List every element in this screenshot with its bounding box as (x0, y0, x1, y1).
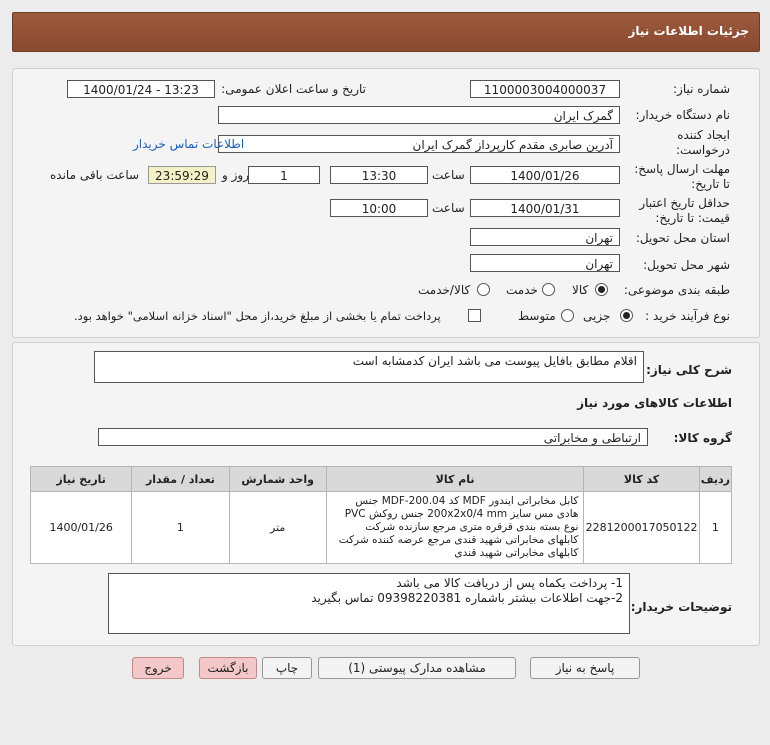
goods-group-field: ارتباطی و مخابراتی (98, 428, 648, 446)
city-field: تهران (470, 254, 620, 272)
announce-label: تاریخ و ساعت اعلان عمومی: (221, 82, 366, 96)
treasury-payment-checkbox[interactable] (468, 309, 481, 322)
col-row: ردیف (699, 467, 731, 492)
buyer-notes-line-2: 2-جهت اطلاعات بیشتر باشماره 09398220381 تماس بگیرید (311, 591, 623, 605)
category-goods-service-radio[interactable] (477, 283, 490, 296)
days-field: 1 (248, 166, 320, 184)
announce-field: 1400/01/24 - 13:23 (67, 80, 215, 98)
col-code: کد کالا (584, 467, 699, 492)
cell-name: کابل مخابراتی ایندور MDF کد MDF-200.04 جنس هادی مس سایز 200x2x0/4 mm جنس روکش PVC نوع بسته بندی قرقره متری مرجع سازنده شرکت کابلهای مخابراتی شهید قندی مرجع عرضه کننده شرکت کابلهای مخابراتی شهید قندی (326, 492, 584, 564)
category-goods-radio[interactable] (595, 283, 608, 296)
items-table (30, 466, 732, 564)
col-name: نام کالا (326, 467, 584, 492)
province-label: استان محل تحویل: (635, 231, 730, 245)
cell-quantity: 1 (132, 492, 229, 564)
description-label: شرح کلی نیاز: (646, 363, 732, 377)
city-label: شهر محل تحویل: (643, 258, 730, 272)
price-date-field: 1400/01/31 (470, 199, 620, 217)
need-number-label: شماره نیاز: (673, 82, 730, 96)
process-minor-radio[interactable] (620, 309, 633, 322)
buyer-org-label: نام دستگاه خریدار: (635, 108, 730, 122)
goods-info-title: اطلاعات کالاهای مورد نیاز (577, 396, 732, 410)
buyer-org-field: گمرک ایران (218, 106, 620, 124)
view-attachments-button[interactable]: مشاهده مدارک پیوستی (1) (318, 657, 516, 679)
items-table-header (31, 467, 732, 492)
process-medium-radio[interactable] (561, 309, 574, 322)
price-time-field: 10:00 (330, 199, 428, 217)
col-unit: واحد شمارش (229, 467, 326, 492)
reply-time-field: 13:30 (330, 166, 428, 184)
remaining-timer: 23:59:29 (148, 166, 216, 184)
contact-buyer-link[interactable]: اطلاعات تماس خریدار (133, 137, 245, 151)
need-number-field: 1100003004000037 (470, 80, 620, 98)
description-field: اقلام مطابق بافایل پیوست می باشد ایران کدمشابه است (94, 351, 644, 383)
days-label: روز و (222, 168, 249, 182)
category-goods-service-label: کالا/خدمت (418, 283, 471, 297)
process-medium-label: متوسط (518, 309, 556, 323)
goods-group-label: گروه کالا: (673, 431, 732, 445)
reply-button[interactable]: پاسخ به نیاز (530, 657, 640, 679)
treasury-payment-note: پرداخت تمام یا بخشی از مبلغ خرید،از محل "اسناد خزانه اسلامی" خواهد بود. (74, 309, 441, 323)
cell-row: 1 (699, 492, 731, 564)
category-service-radio[interactable] (542, 283, 555, 296)
cell-code: 2281200017050122 (584, 492, 699, 564)
remaining-label: ساعت باقی مانده (50, 168, 140, 182)
category-label: طبقه بندی موضوعی: (623, 283, 730, 297)
col-need-date: تاریخ نیاز (31, 467, 132, 492)
category-goods-label: کالا (572, 283, 589, 297)
buyer-notes-line-1: 1- پرداخت یکماه پس از دریافت کالا می باشد (396, 576, 623, 590)
buyer-notes-label: توضیحات خریدار: (630, 600, 732, 614)
creator-label: ایجاد کننده درخواست: (676, 128, 730, 157)
back-button[interactable]: بازگشت (199, 657, 257, 679)
page-header (12, 12, 760, 52)
exit-button[interactable]: خروج (132, 657, 184, 679)
buyer-notes-box (108, 573, 630, 634)
reply-deadline-label: مهلت ارسال پاسخ: تا تاریخ: (634, 162, 730, 191)
reply-time-label: ساعت (432, 168, 465, 182)
category-service-label: خدمت (506, 283, 538, 297)
price-valid-label: حداقل تاریخ اعتبار قیمت: تا تاریخ: (639, 196, 730, 225)
creator-field: آدرین صابری مقدم کارپرداز گمرک ایران (218, 135, 620, 153)
cell-unit: متر (229, 492, 326, 564)
process-minor-label: جزیی (583, 309, 611, 323)
province-field: تهران (470, 228, 620, 246)
process-label: نوع فرآیند خرید : (645, 309, 730, 323)
print-button[interactable]: چاپ (262, 657, 312, 679)
price-time-label: ساعت (432, 201, 465, 215)
table-row (31, 492, 732, 564)
reply-date-field: 1400/01/26 (470, 166, 620, 184)
col-quantity: تعداد / مقدار (132, 467, 229, 492)
cell-need-date: 1400/01/26 (31, 492, 132, 564)
page-title: جزئیات اطلاعات نیاز (628, 24, 749, 38)
